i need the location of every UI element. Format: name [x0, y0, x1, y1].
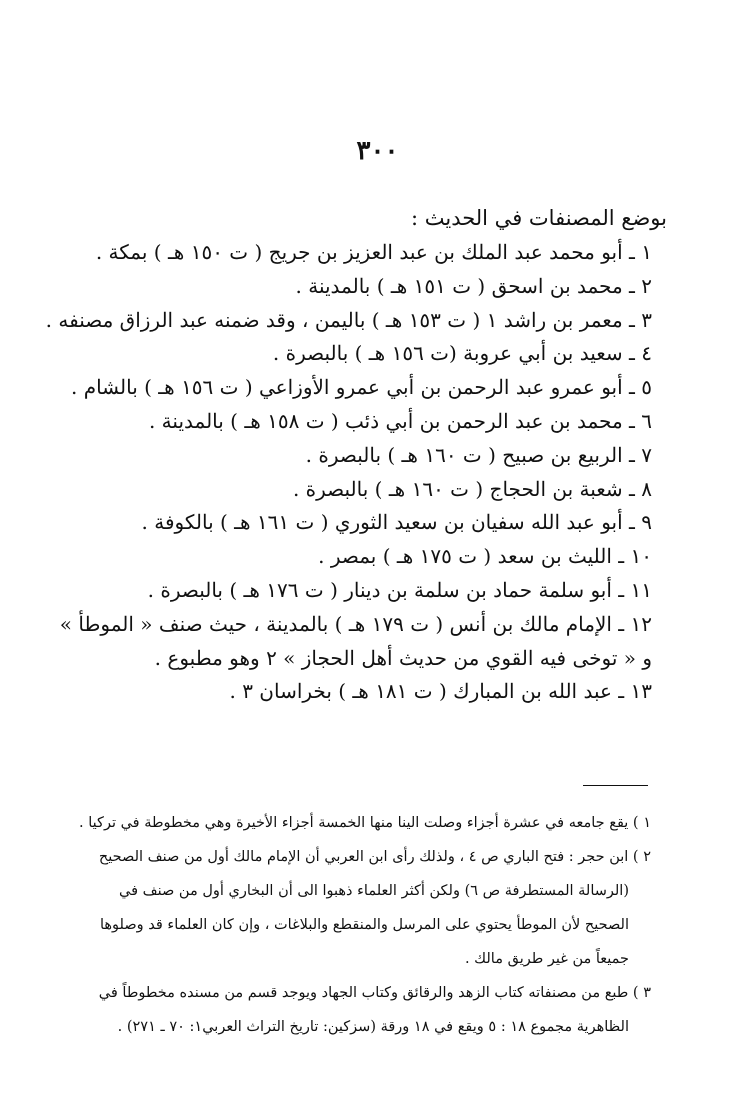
list-item: ٢ ـ محمد بن اسحق ( ت ١٥١ هـ ) بالمدينة . — [295, 273, 652, 298]
list-item: ٩ ـ أبو عبد الله سفيان بن سعيد الثوري ( ت ١٦١ هـ ) بالكوفة . — [141, 510, 652, 535]
list-item: ٣ ـ معمر بن راشد ١ ( ت ١٥٣ هـ ) باليمن ، وقد ضمنه عبد الرزاق مصنفه . — [45, 307, 652, 332]
list-item: ١٢ ـ الإمام مالك بن أنس ( ت ١٧٩ هـ ) بالمدينة ، حيث صنف « الموطأ » — [59, 611, 652, 636]
footnote-2: ٢ ) ابن حجر : فتح الباري ص ٤ ، ولذلك رأى ابن العربي أن الإمام مالك أول من صنف الصحيح — [98, 849, 651, 865]
compiler-list — [45, 236, 667, 709]
list-item: ١١ ـ أبو سلمة حماد بن سلمة بن دينار ( ت ١٧٦ هـ ) بالبصرة . — [147, 577, 652, 602]
list-item: ٧ ـ الربيع بن صبيح ( ت ١٦٠ هـ ) بالبصرة . — [305, 442, 652, 467]
intro-line: بوضع المصنفات في الحديث : — [410, 206, 667, 230]
footnote-2-continuation: جميعاً من غير طريق مالك . — [464, 951, 629, 967]
list-item: ١ ـ أبو محمد عبد الملك بن عبد العزيز بن جريج ( ت ١٥٠ هـ ) بمكة . — [95, 240, 652, 264]
list-item-continuation: و « توخى فيه القوي من حديث أهل الحجاز » ٢ وهو مطبوع . — [154, 645, 652, 670]
list-item: ١٠ ـ الليث بن سعد ( ت ١٧٥ هـ ) بمصر . — [318, 544, 652, 569]
list-item: ٥ ـ أبو عمرو عبد الرحمن بن أبي عمرو الأوزاعي ( ت ١٥٦ هـ ) بالشام . — [70, 375, 652, 400]
page-number: ٣٠٠ — [356, 136, 399, 166]
footnote-2-continuation: (الرسالة المستطرفة ص ٦) ولكن أكثر العلماء ذهبوا الى أن البخاري أول من صنف في — [118, 883, 629, 899]
list-item: ٦ ـ محمد بن عبد الرحمن بن أبي ذئب ( ت ١٥٨ هـ ) بالمدينة . — [148, 408, 652, 433]
footnotes — [51, 806, 651, 1044]
footnote-2-continuation: الصحيح لأن الموطأ يحتوي على المرسل والمنقطع والبلاغات ، وإن كان العلماء قد وصلوها — [99, 917, 629, 933]
list-item: ٤ ـ سعيد بن أبي عروبة (ت ١٥٦ هـ ) بالبصرة . — [272, 341, 652, 366]
footnote-3: ٣ ) طبع من مصنفاته كتاب الزهد والرقائق وكتاب الجهاد ويوجد قسم من مسنده مخطوطاً في — [98, 985, 651, 1001]
footnote-1: ١ ) يقع جامعه في عشرة أجزاء وصلت الينا منها الخمسة أجزاء الأخيرة وهي مخطوطة في تركيا . — [79, 815, 651, 831]
list-item: ٨ ـ شعبة بن الحجاج ( ت ١٦٠ هـ ) بالبصرة . — [292, 476, 652, 501]
list-item: ١٣ ـ عبد الله بن المبارك ( ت ١٨١ هـ ) بخراسان ٣ . — [229, 679, 652, 704]
footnote-3-continuation: الظاهرية مجموع ١٨ : ٥ ويقع في ١٨ ورقة (سزكين: تاريخ التراث العربي١: ٧٠ ـ ٢٧١) . — [117, 1019, 629, 1035]
main-text — [45, 200, 667, 709]
footnote-separator — [583, 785, 648, 786]
